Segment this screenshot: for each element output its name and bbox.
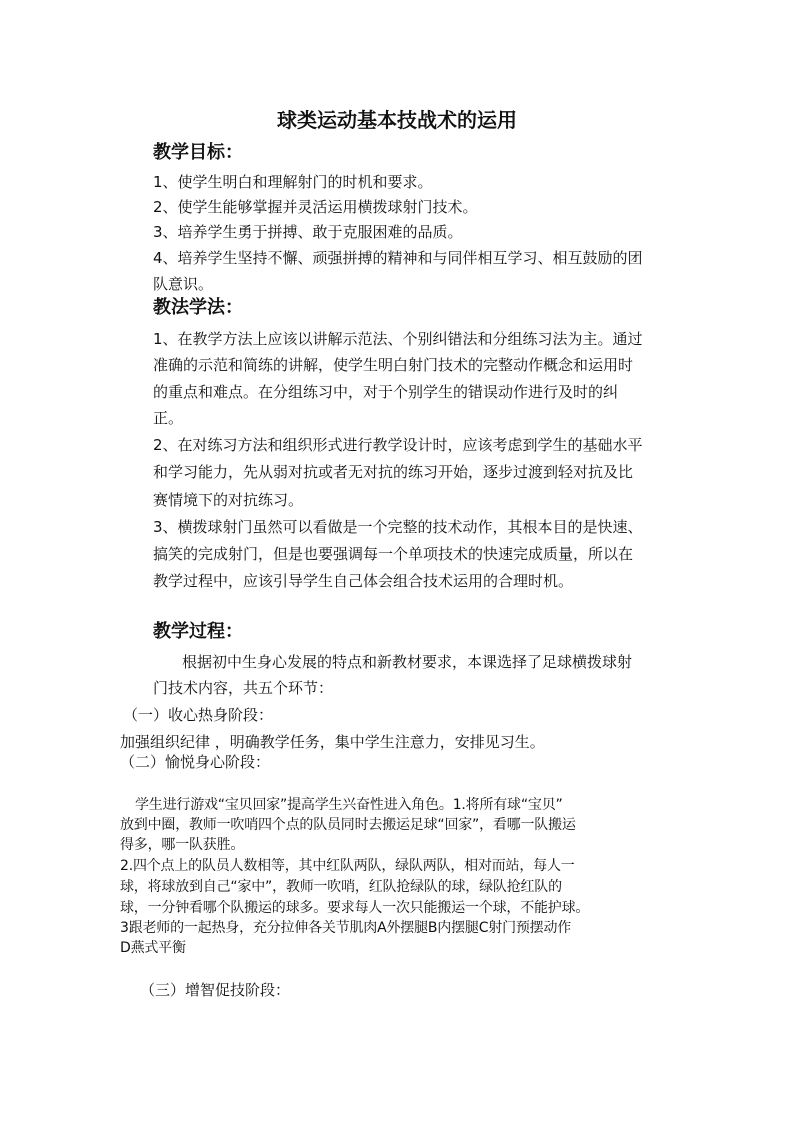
methods-line: 2、在对练习方法和组织形式进行教学设计时，应该考虑到学生的基础水平 — [153, 436, 643, 454]
methods-line: 3、横拨球射门虽然可以看做是一个完整的技术动作，其根本目的是快速、 — [153, 518, 643, 536]
methods-line: 教学过程中，应该引导学生自己体会组合技术运用的合理时机。 — [153, 572, 574, 590]
stage3-title: （三）增智促技阶段： — [140, 981, 291, 999]
stage2-line: 3跟老师的一起热身，充分拉伸各关节肌肉A外摆腿B内摆腿C射门预摆动作 — [120, 920, 572, 936]
stage2-title: （二）愉悦身心阶段： — [120, 753, 271, 771]
process-intro-line: 门技术内容，共五个环节： — [153, 679, 334, 697]
goals-heading: 教学目标： — [153, 142, 243, 163]
methods-line: 和学习能力，先从弱对抗或者无对抗的练习开始，逐步过渡到轻对抗及比 — [153, 463, 634, 481]
stage1-title: （一）收心热身阶段： — [123, 706, 274, 724]
methods-line: 准确的示范和简练的讲解，使学生明白射门技术的完整动作概念和运用时 — [153, 356, 634, 374]
stage2-line: 球，一分钟看哪个队搬运的球多。要求每人一次只能搬运一个球，不能护球。 — [120, 900, 590, 916]
process-heading: 教学过程： — [153, 621, 243, 642]
goals-line: 3、培养学生勇于拼搏、敢于克服困难的品质。 — [153, 223, 463, 241]
goals-line: 2、使学生能够掌握并灵活运用横拨球射门技术。 — [153, 198, 478, 216]
stage1-text: 加强组织纪律 ，明确教学任务，集中学生注意力，安排见习生。 — [120, 733, 545, 751]
stage2-line: 得多，哪一队获胜。 — [120, 837, 245, 853]
stage2-line: D燕式平衡 — [120, 940, 186, 956]
methods-line: 搞笑的完成射门，但是也要强调每一个单项技术的快速完成质量，所以在 — [153, 545, 634, 563]
methods-line: 1、在教学方法上应该以讲解示范法、个别纠错法和分组练习法为主。通过 — [153, 330, 643, 348]
goals-line: 队意识。 — [153, 275, 214, 293]
process-intro-line: 根据初中生身心发展的特点和新教材要求，本课选择了足球横拨球射 — [182, 653, 633, 671]
methods-line: 的重点和难点。在分组练习中，对于个别学生的错误动作进行及时的纠 — [153, 383, 619, 401]
methods-heading: 教法学法： — [153, 297, 243, 318]
stage2-line: 球，将球放到自己“家中”，教师一吹哨，红队抢绿队的球，绿队抢红队的 — [120, 879, 562, 895]
methods-line: 正。 — [153, 409, 184, 427]
stage2-line: 放到中圈，教师一吹哨四个点的队员同时去搬运足球“回家”，看哪一队搬运 — [120, 817, 576, 833]
stage2-line: 学生进行游戏“宝贝回家”提高学生兴奋性进入角色。1.将所有球“宝贝” — [135, 797, 563, 813]
methods-line: 赛情境下的对抗练习。 — [153, 491, 304, 509]
stage2-line: 2.四个点上的队员人数相等，其中红队两队，绿队两队，相对而站，每人一 — [120, 858, 575, 874]
page-title: 球类运动基本技战术的运用 — [277, 108, 517, 132]
goals-line: 4、培养学生坚持不懈、顽强拼搏的精神和与同伴相互学习、相互鼓励的团 — [153, 249, 643, 267]
goals-line: 1、使学生明白和理解射门的时机和要求。 — [153, 173, 433, 191]
